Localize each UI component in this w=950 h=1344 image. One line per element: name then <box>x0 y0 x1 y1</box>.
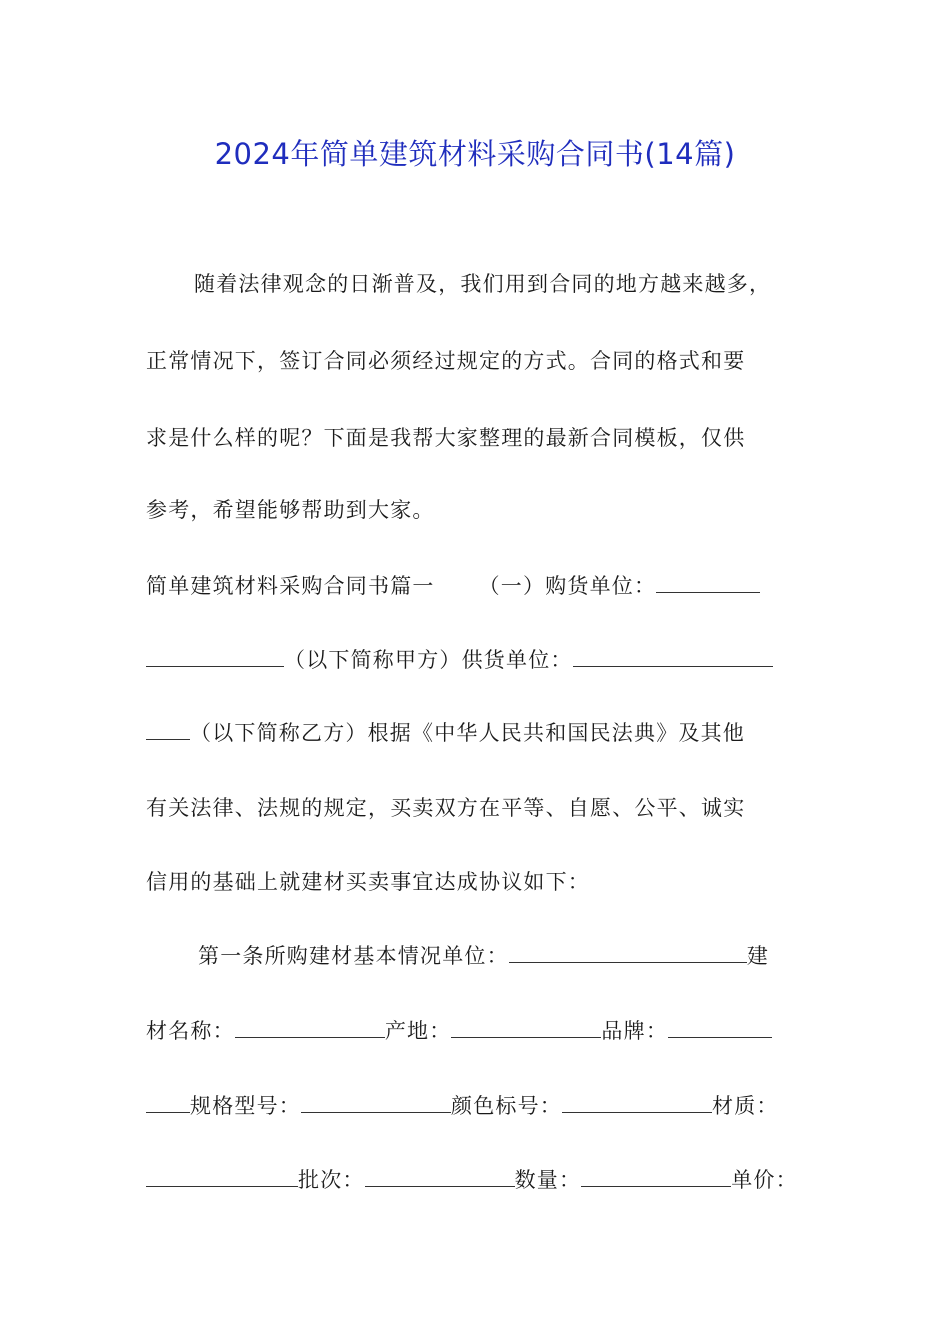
section-heading: 简单建筑材料采购合同书篇一 <box>146 574 435 598</box>
material-blank[interactable] <box>146 1160 298 1187</box>
unit-price-label: 单价： <box>731 1168 798 1192</box>
color-blank[interactable] <box>562 1086 712 1113</box>
seller-blank-continued[interactable] <box>146 713 190 740</box>
buyer-label: （一）购货单位： <box>478 574 657 598</box>
quantity-blank[interactable] <box>581 1160 731 1187</box>
buyer-seller-line <box>146 640 810 680</box>
law-line-3 <box>146 862 810 902</box>
article-1-jian: 建 <box>746 944 770 968</box>
article-1-line-1 <box>146 936 810 976</box>
quantity-label: 数量： <box>514 1168 582 1192</box>
seller-law-line <box>146 713 810 753</box>
unit-blank[interactable] <box>509 936 747 963</box>
law-text: 有关法律、法规的规定，买卖双方在平等、自愿、公平、诚实 <box>146 796 746 820</box>
article-1-line-2 <box>146 1011 810 1051</box>
intro-paragraph-line-2 <box>146 341 810 381</box>
seller-blank[interactable] <box>573 640 773 667</box>
agreement-text: 信用的基础上就建材买卖事宜达成协议如下： <box>146 870 590 894</box>
material-label: 材质： <box>712 1094 779 1118</box>
intro-text-3: 求是什么样的呢？下面是我帮大家整理的最新合同模板，仅供 <box>146 426 746 450</box>
law-line-2 <box>146 788 810 828</box>
article-1-intro: 第一条所购建材基本情况单位： <box>198 944 509 968</box>
intro-paragraph-line-3 <box>146 418 810 458</box>
intro-text-2: 正常情况下，签订合同必须经过规定的方式。合同的格式和要 <box>146 349 746 373</box>
spec-blank[interactable] <box>301 1086 451 1113</box>
spec-label: 规格型号： <box>190 1094 301 1118</box>
document-title: 2024年简单建筑材料采购合同书(14篇) <box>214 137 736 171</box>
brand-blank[interactable] <box>668 1011 772 1038</box>
batch-blank[interactable] <box>365 1160 515 1187</box>
brand-blank-continued[interactable] <box>146 1086 190 1113</box>
origin-label: 产地： <box>384 1019 452 1043</box>
seller-note: （以下简称乙方）根据《中华人民共和国民法典》及其他 <box>190 721 745 745</box>
color-label: 颜色标号： <box>451 1094 562 1118</box>
intro-text-4: 参考，希望能够帮助到大家。 <box>146 498 435 522</box>
section-heading-line <box>146 566 810 606</box>
buyer-blank[interactable] <box>656 566 760 593</box>
intro-text-1: 随着法律观念的日渐普及，我们用到合同的地方越来越多， <box>194 272 772 296</box>
origin-blank[interactable] <box>451 1011 601 1038</box>
batch-label: 批次： <box>298 1168 365 1192</box>
buyer-blank-continued[interactable] <box>146 640 284 667</box>
intro-paragraph-line-1 <box>146 264 810 304</box>
buyer-note: （以下简称甲方）供货单位： <box>284 648 573 672</box>
article-1-line-4 <box>146 1160 810 1200</box>
material-name-label: 材名称： <box>146 1019 235 1043</box>
article-1-line-3 <box>146 1086 810 1126</box>
intro-paragraph-line-4 <box>146 490 810 530</box>
material-name-blank[interactable] <box>235 1011 385 1038</box>
brand-label: 品牌： <box>601 1019 669 1043</box>
